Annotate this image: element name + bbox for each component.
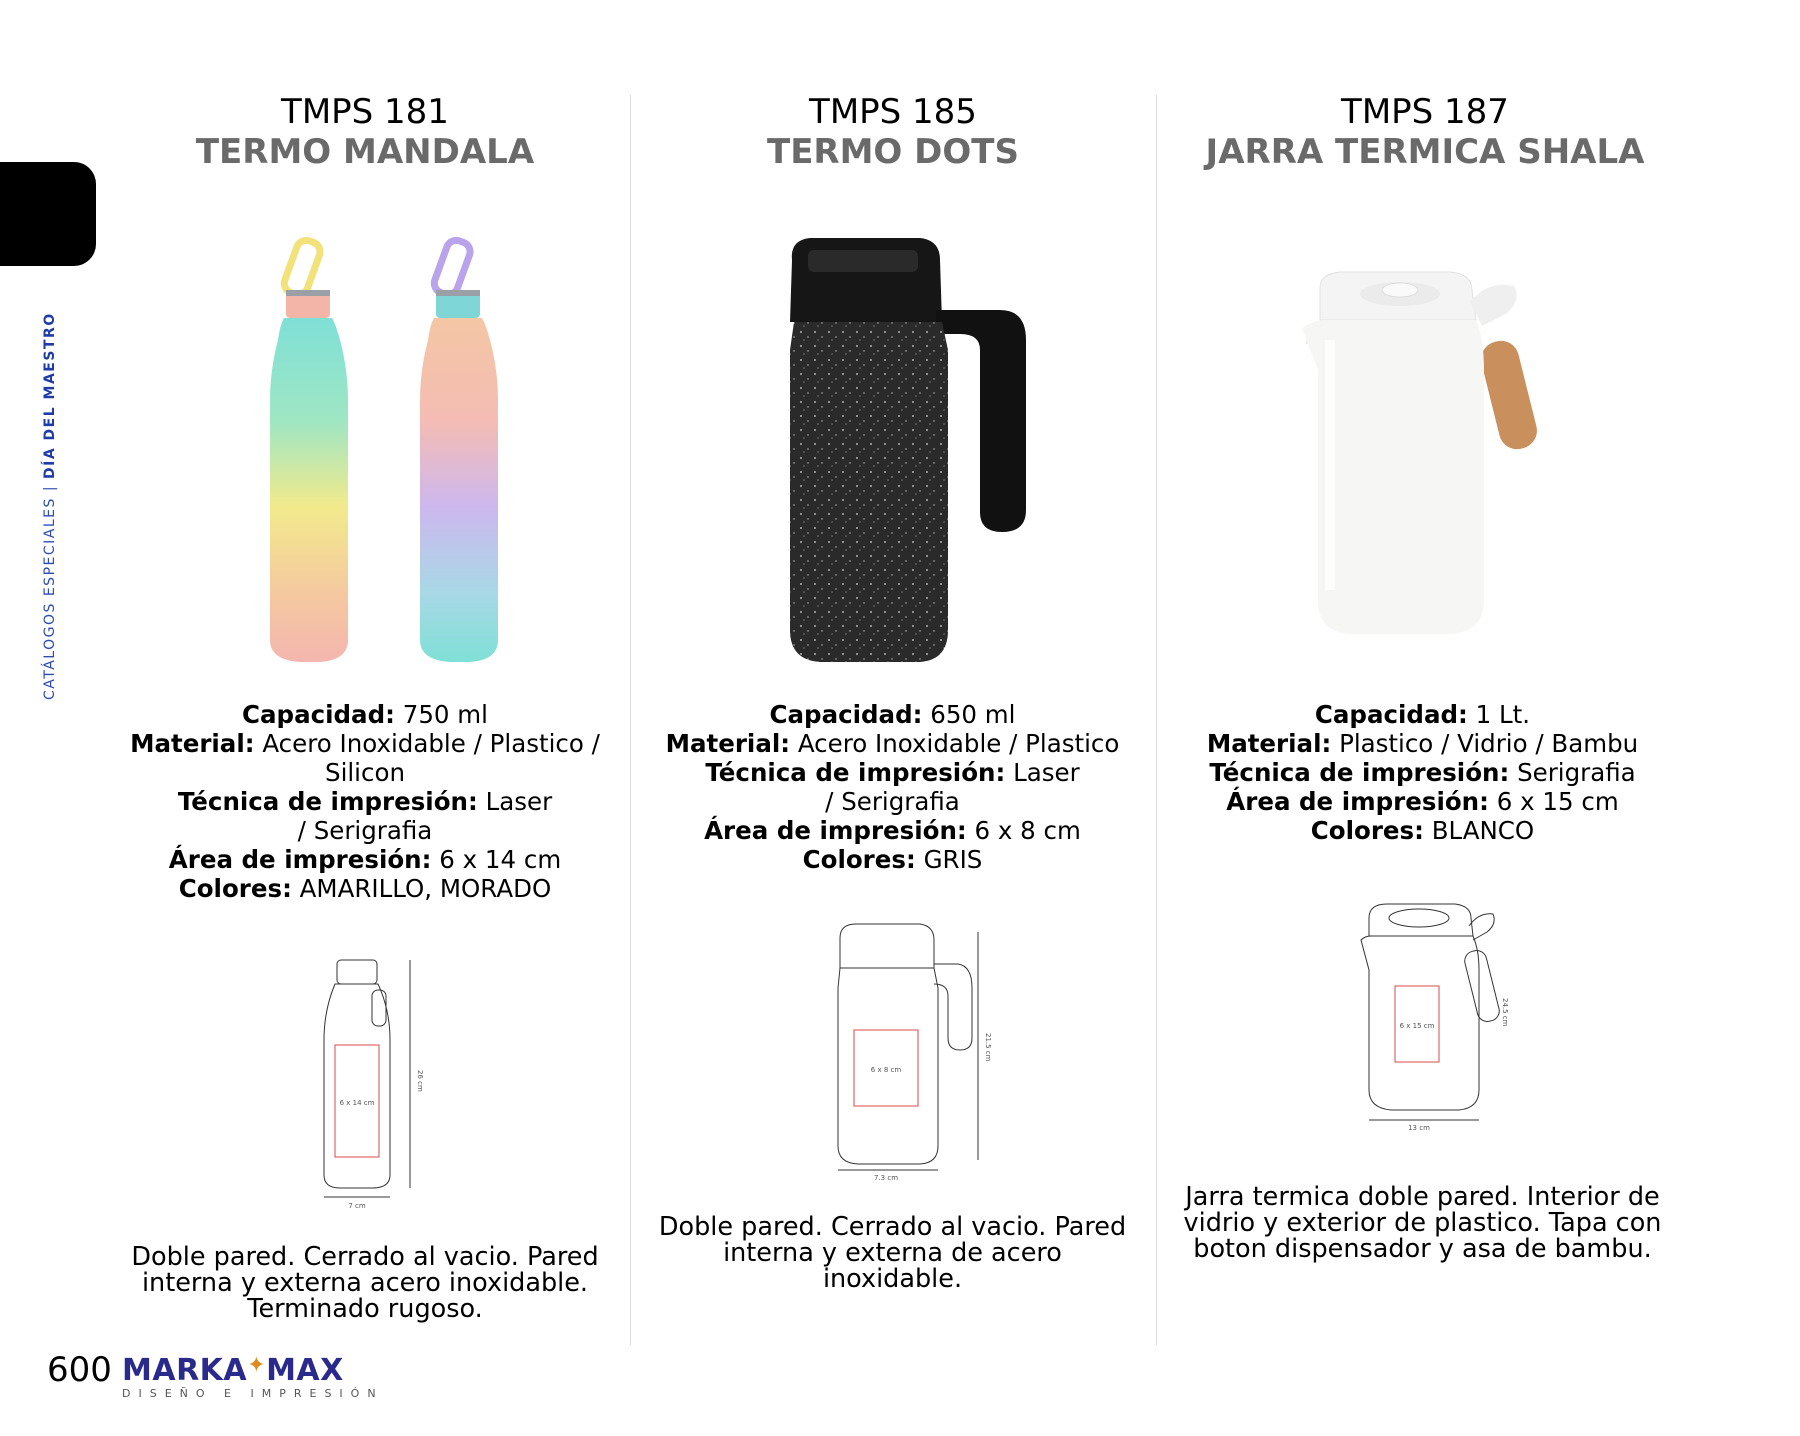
product-name: JARRA TERMICA SHALA [1205, 132, 1645, 172]
brand-tagline: DISEÑO E IMPRESIÓN [122, 1387, 384, 1400]
brand-left: MARKA [122, 1353, 248, 1388]
technical-drawing-3 [1355, 900, 1525, 1135]
sidebar-category-label: DÍA DEL MAESTRO [42, 312, 58, 479]
product-photo-termo-mandala [240, 230, 570, 670]
spec-colors: Colores: AMARILLO, MORADO [178, 874, 552, 903]
product-photo-termo-dots [770, 230, 1040, 670]
page-number: 600 [47, 1350, 112, 1390]
spec-material: Material: Acero Inoxidable / Plastico / Silicon [130, 729, 600, 787]
drawing-width-label: 13 cm [1408, 1124, 1430, 1132]
product-name: TERMO DOTS [767, 132, 1019, 172]
product-specs-1 [100, 700, 630, 903]
product-code: TMPS 181 [281, 92, 449, 132]
technical-drawing-1 [310, 950, 440, 1210]
product-name: TERMO MANDALA [195, 132, 535, 172]
product-specs-3 [1170, 700, 1675, 845]
technical-drawing-2 [830, 918, 1010, 1183]
product-description: Doble pared. Cerrado al vacio. Pared interna y externa de acero inoxidable. [658, 1212, 1127, 1294]
spec-print-technique: Técnica de impresión: Laser / Serigrafia [177, 787, 553, 845]
brand-logo [122, 1350, 384, 1400]
product-code: TMPS 185 [809, 92, 977, 132]
spec-print-technique: Técnica de impresión: Laser / Serigrafia [705, 758, 1080, 816]
product-specs-2 [640, 700, 1145, 874]
drawing-width-label: 7 cm [348, 1202, 366, 1210]
drawing-height-label: 24.5 cm [1501, 998, 1509, 1027]
product-header-2 [628, 92, 1158, 172]
spec-material: Material: Acero Inoxidable / Plastico [665, 729, 1120, 758]
spec-colors: Colores: GRIS [802, 845, 983, 874]
drawing-area-label: 6 x 14 cm [339, 1099, 375, 1107]
spec-print-technique: Técnica de impresión: Serigrafia [1209, 758, 1636, 787]
drawing-area-label: 6 x 8 cm [870, 1066, 902, 1074]
product-description: Jarra termica doble pared. Interior de vidrio y exterior de plastico. Tapa con boton dispensador y asa de bambu. [1183, 1182, 1662, 1264]
section-tab-marker [0, 162, 96, 266]
product-description: Doble pared. Cerrado al vacio. Pared interna y externa acero inoxidable. Terminado rugoso. [131, 1242, 599, 1324]
spec-colors: Colores: BLANCO [1310, 816, 1535, 845]
spec-capacity: Capacidad: 1 Lt. [1314, 700, 1531, 729]
column-divider [630, 95, 631, 1345]
sidebar-separator: | [42, 484, 58, 492]
spec-capacity: Capacidad: 650 ml [769, 700, 1016, 729]
drawing-width-label: 7.3 cm [873, 1174, 899, 1182]
spec-print-area: Área de impresión: 6 x 8 cm [704, 816, 1081, 845]
sidebar-vertical-label [38, 280, 62, 700]
sidebar-section-label: CATÁLOGOS ESPECIALES [42, 497, 58, 700]
spec-material: Material: Plastico / Vidrio / Bambu [1206, 729, 1639, 758]
product-photo-jarra-shala [1300, 270, 1550, 650]
drawing-area-label: 6 x 15 cm [1399, 1022, 1435, 1030]
star-icon: ✦ [247, 1353, 267, 1378]
brand-right: MAX [266, 1353, 344, 1388]
drawing-height-label: 21.5 cm [984, 1033, 992, 1062]
spec-print-area: Área de impresión: 6 x 15 cm [1226, 787, 1619, 816]
product-code: TMPS 187 [1341, 92, 1509, 132]
spec-print-area: Área de impresión: 6 x 14 cm [168, 845, 562, 874]
product-header-1 [100, 92, 630, 172]
column-divider [1156, 95, 1157, 1345]
drawing-height-label: 26 cm [416, 1070, 424, 1092]
spec-capacity: Capacidad: 750 ml [242, 700, 488, 729]
product-header-3 [1160, 92, 1690, 172]
